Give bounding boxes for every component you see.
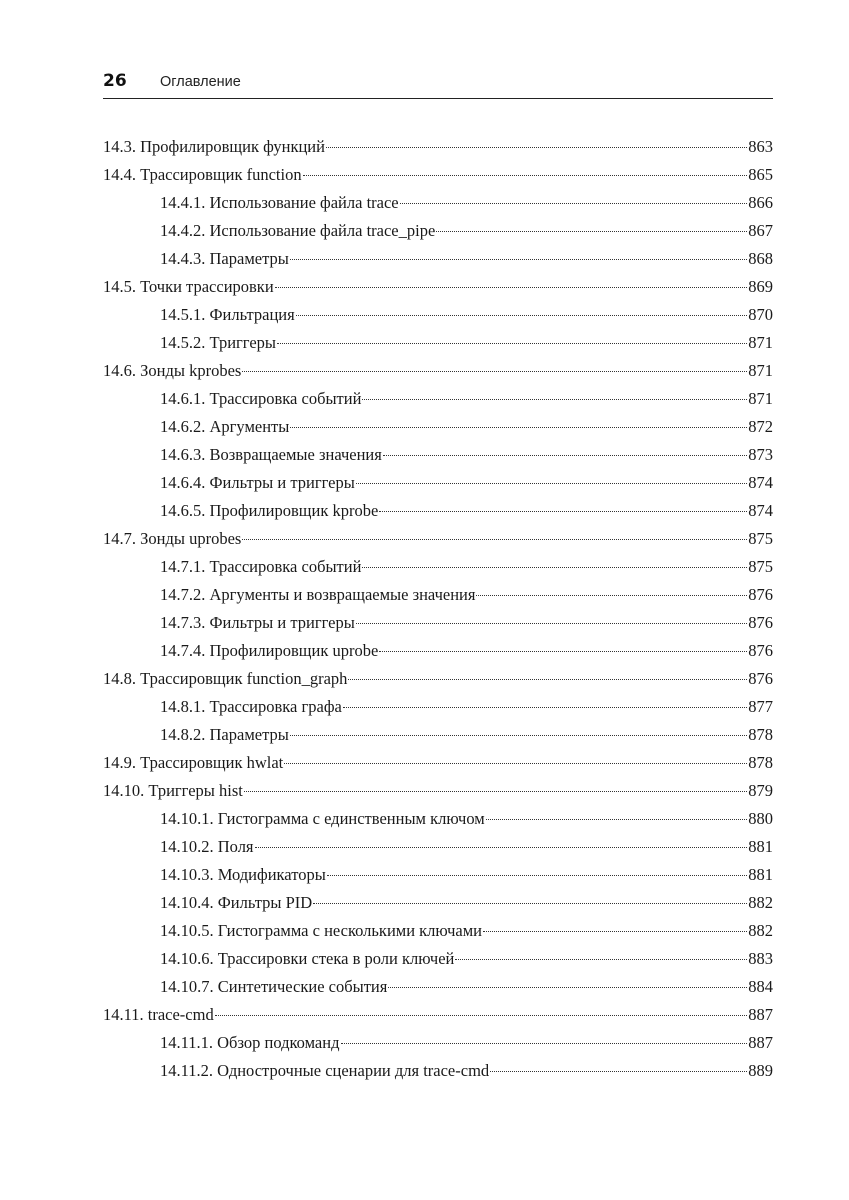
dot-leader: [296, 315, 748, 316]
dot-leader: [255, 847, 748, 848]
toc-entry-title: 14.8.1. Трассировка графа: [160, 697, 342, 716]
toc-entry-title: 14.4.3. Параметры: [160, 249, 289, 268]
toc-entry-page-number: 874: [748, 501, 773, 520]
dot-leader: [356, 483, 747, 484]
dot-leader: [343, 707, 747, 708]
toc-entry-title: 14.6.1. Трассировка событий: [160, 389, 362, 408]
dot-leader: [326, 147, 747, 148]
toc-entry-title: 14.6.4. Фильтры и триггеры: [160, 473, 355, 492]
toc-entry[interactable]: [103, 189, 773, 217]
toc-entry[interactable]: [103, 637, 773, 665]
toc-entry-title: 14.7.3. Фильтры и триггеры: [160, 613, 355, 632]
page-number: 26: [103, 71, 127, 91]
toc-entry[interactable]: [103, 1001, 773, 1029]
dot-leader: [436, 231, 747, 232]
dot-leader: [383, 455, 747, 456]
toc-entry-title: 14.10.4. Фильтры PID: [160, 893, 313, 912]
toc-entry-page-number: 863: [748, 137, 773, 156]
toc-entry-page-number: 866: [748, 193, 773, 212]
toc-entry-page-number: 881: [748, 837, 773, 856]
toc-entry-page-number: 873: [748, 445, 773, 464]
dot-leader: [483, 931, 747, 932]
toc-entry[interactable]: [103, 749, 773, 777]
toc-entry[interactable]: [103, 861, 773, 889]
toc-entry-title: 14.7. Зонды uprobes: [103, 529, 242, 548]
toc-entry[interactable]: [103, 777, 773, 805]
dot-leader: [290, 427, 747, 428]
dot-leader: [215, 1015, 748, 1016]
dot-leader: [379, 651, 747, 652]
toc-entry-page-number: 875: [748, 557, 773, 576]
dot-leader: [490, 1071, 747, 1072]
toc-entry-title: 14.10. Триггеры hist: [103, 781, 243, 800]
dot-leader: [379, 511, 747, 512]
toc-entry-title: 14.4.1. Использование файла trace: [160, 193, 399, 212]
toc-entry-title: 14.5. Точки трассировки: [103, 277, 274, 296]
toc-entry-title: 14.6.5. Профилировщик kprobe: [160, 501, 379, 520]
toc-entry-page-number: 876: [748, 669, 773, 688]
toc-entry[interactable]: [103, 973, 773, 1001]
toc-entry-title: 14.10.6. Трассировки стека в роли ключей: [160, 949, 455, 968]
toc-entry[interactable]: [103, 581, 773, 609]
toc-entry-page-number: 881: [748, 865, 773, 884]
toc-entry-title: 14.3. Профилировщик функций: [103, 137, 325, 156]
toc-entry-title: 14.10.3. Модификаторы: [160, 865, 326, 884]
toc-entry[interactable]: [103, 1029, 773, 1057]
toc-entry-title: 14.5.2. Триггеры: [160, 333, 277, 352]
dot-leader: [290, 735, 747, 736]
toc-entry-page-number: 871: [748, 333, 773, 352]
toc-entry-page-number: 882: [748, 921, 773, 940]
toc-entry-title: 14.11.1. Обзор подкоманд: [160, 1033, 340, 1052]
toc-entry[interactable]: [103, 1057, 773, 1085]
toc-entry-page-number: 876: [748, 613, 773, 632]
dot-leader: [362, 567, 747, 568]
toc-entry-title: 14.7.1. Трассировка событий: [160, 557, 362, 576]
dot-leader: [356, 623, 747, 624]
dot-leader: [476, 595, 747, 596]
toc-entry-title: 14.4.2. Использование файла trace_pipe: [160, 221, 436, 240]
toc-entry-page-number: 889: [748, 1061, 773, 1080]
toc-entry-page-number: 876: [748, 641, 773, 660]
toc-entry-title: 14.10.1. Гистограмма с единственным ключом: [160, 809, 485, 828]
toc-entry[interactable]: [103, 469, 773, 497]
dot-leader: [341, 1043, 748, 1044]
toc-entry-page-number: 878: [748, 753, 773, 772]
toc-entry[interactable]: [103, 413, 773, 441]
toc-entry-title: 14.8.2. Параметры: [160, 725, 289, 744]
toc-entry[interactable]: [103, 329, 773, 357]
toc-entry-title: 14.6.3. Возвращаемые значения: [160, 445, 382, 464]
toc-entry-page-number: 868: [748, 249, 773, 268]
table-of-contents: [103, 133, 773, 1085]
toc-entry[interactable]: [103, 357, 773, 385]
toc-entry-title: 14.4. Трассировщик function: [103, 165, 302, 184]
toc-entry-title: 14.5.1. Фильтрация: [160, 305, 295, 324]
toc-entry[interactable]: [103, 525, 773, 553]
toc-entry[interactable]: [103, 217, 773, 245]
toc-entry-page-number: 870: [748, 305, 773, 324]
toc-entry-page-number: 871: [748, 361, 773, 380]
toc-entry-page-number: 872: [748, 417, 773, 436]
toc-entry[interactable]: [103, 665, 773, 693]
toc-entry[interactable]: [103, 833, 773, 861]
toc-entry-title: 14.11.2. Однострочные сценарии для trace-cmd: [160, 1061, 490, 1080]
running-title: Оглавление: [160, 74, 241, 90]
toc-entry-page-number: 879: [748, 781, 773, 800]
toc-entry-page-number: 867: [748, 221, 773, 240]
dot-leader: [290, 259, 747, 260]
dot-leader: [327, 875, 747, 876]
dot-leader: [242, 539, 747, 540]
dot-leader: [400, 203, 748, 204]
dot-leader: [242, 371, 747, 372]
dot-leader: [348, 679, 747, 680]
toc-entry-title: 14.9. Трассировщик hwlat: [103, 753, 284, 772]
toc-entry-page-number: 876: [748, 585, 773, 604]
dot-leader: [275, 287, 748, 288]
toc-entry[interactable]: [103, 889, 773, 917]
dot-leader: [455, 959, 747, 960]
toc-entry-page-number: 887: [748, 1005, 773, 1024]
toc-entry-page-number: 871: [748, 389, 773, 408]
toc-entry-page-number: 882: [748, 893, 773, 912]
dot-leader: [303, 175, 748, 176]
page-header: [103, 70, 773, 99]
toc-entry-title: 14.10.5. Гистограмма с несколькими ключами: [160, 921, 483, 940]
toc-entry-page-number: 887: [748, 1033, 773, 1052]
toc-entry[interactable]: [103, 441, 773, 469]
toc-entry[interactable]: [103, 273, 773, 301]
toc-entry-page-number: 883: [748, 949, 773, 968]
toc-entry[interactable]: [103, 497, 773, 525]
toc-entry-page-number: 878: [748, 725, 773, 744]
toc-entry[interactable]: [103, 945, 773, 973]
toc-entry-page-number: 869: [748, 277, 773, 296]
toc-entry-title: 14.6. Зонды kprobes: [103, 361, 242, 380]
toc-entry[interactable]: [103, 133, 773, 161]
toc-entry-title: 14.7.4. Профилировщик uprobe: [160, 641, 379, 660]
toc-entry-title: 14.10.2. Поля: [160, 837, 254, 856]
dot-leader: [486, 819, 748, 820]
dot-leader: [244, 791, 747, 792]
toc-entry-page-number: 877: [748, 697, 773, 716]
dot-leader: [362, 399, 747, 400]
toc-entry[interactable]: [103, 553, 773, 581]
toc-entry[interactable]: [103, 161, 773, 189]
toc-entry-page-number: 865: [748, 165, 773, 184]
toc-entry[interactable]: [103, 301, 773, 329]
toc-entry-title: 14.8. Трассировщик function_graph: [103, 669, 348, 688]
toc-entry-page-number: 880: [748, 809, 773, 828]
dot-leader: [277, 343, 747, 344]
toc-entry-page-number: 875: [748, 529, 773, 548]
toc-entry-page-number: 874: [748, 473, 773, 492]
toc-entry[interactable]: [103, 805, 773, 833]
dot-leader: [388, 987, 747, 988]
toc-entry-title: 14.10.7. Синтетические события: [160, 977, 388, 996]
toc-entry-page-number: 884: [748, 977, 773, 996]
dot-leader: [284, 763, 747, 764]
toc-entry[interactable]: [103, 385, 773, 413]
toc-entry[interactable]: [103, 245, 773, 273]
toc-entry[interactable]: [103, 609, 773, 637]
toc-entry-title: 14.11. trace-cmd: [103, 1005, 214, 1024]
toc-entry[interactable]: [103, 917, 773, 945]
toc-entry[interactable]: [103, 693, 773, 721]
toc-entry-title: 14.6.2. Аргументы: [160, 417, 290, 436]
dot-leader: [313, 903, 747, 904]
toc-entry[interactable]: [103, 721, 773, 749]
toc-entry-title: 14.7.2. Аргументы и возвращаемые значения: [160, 585, 476, 604]
